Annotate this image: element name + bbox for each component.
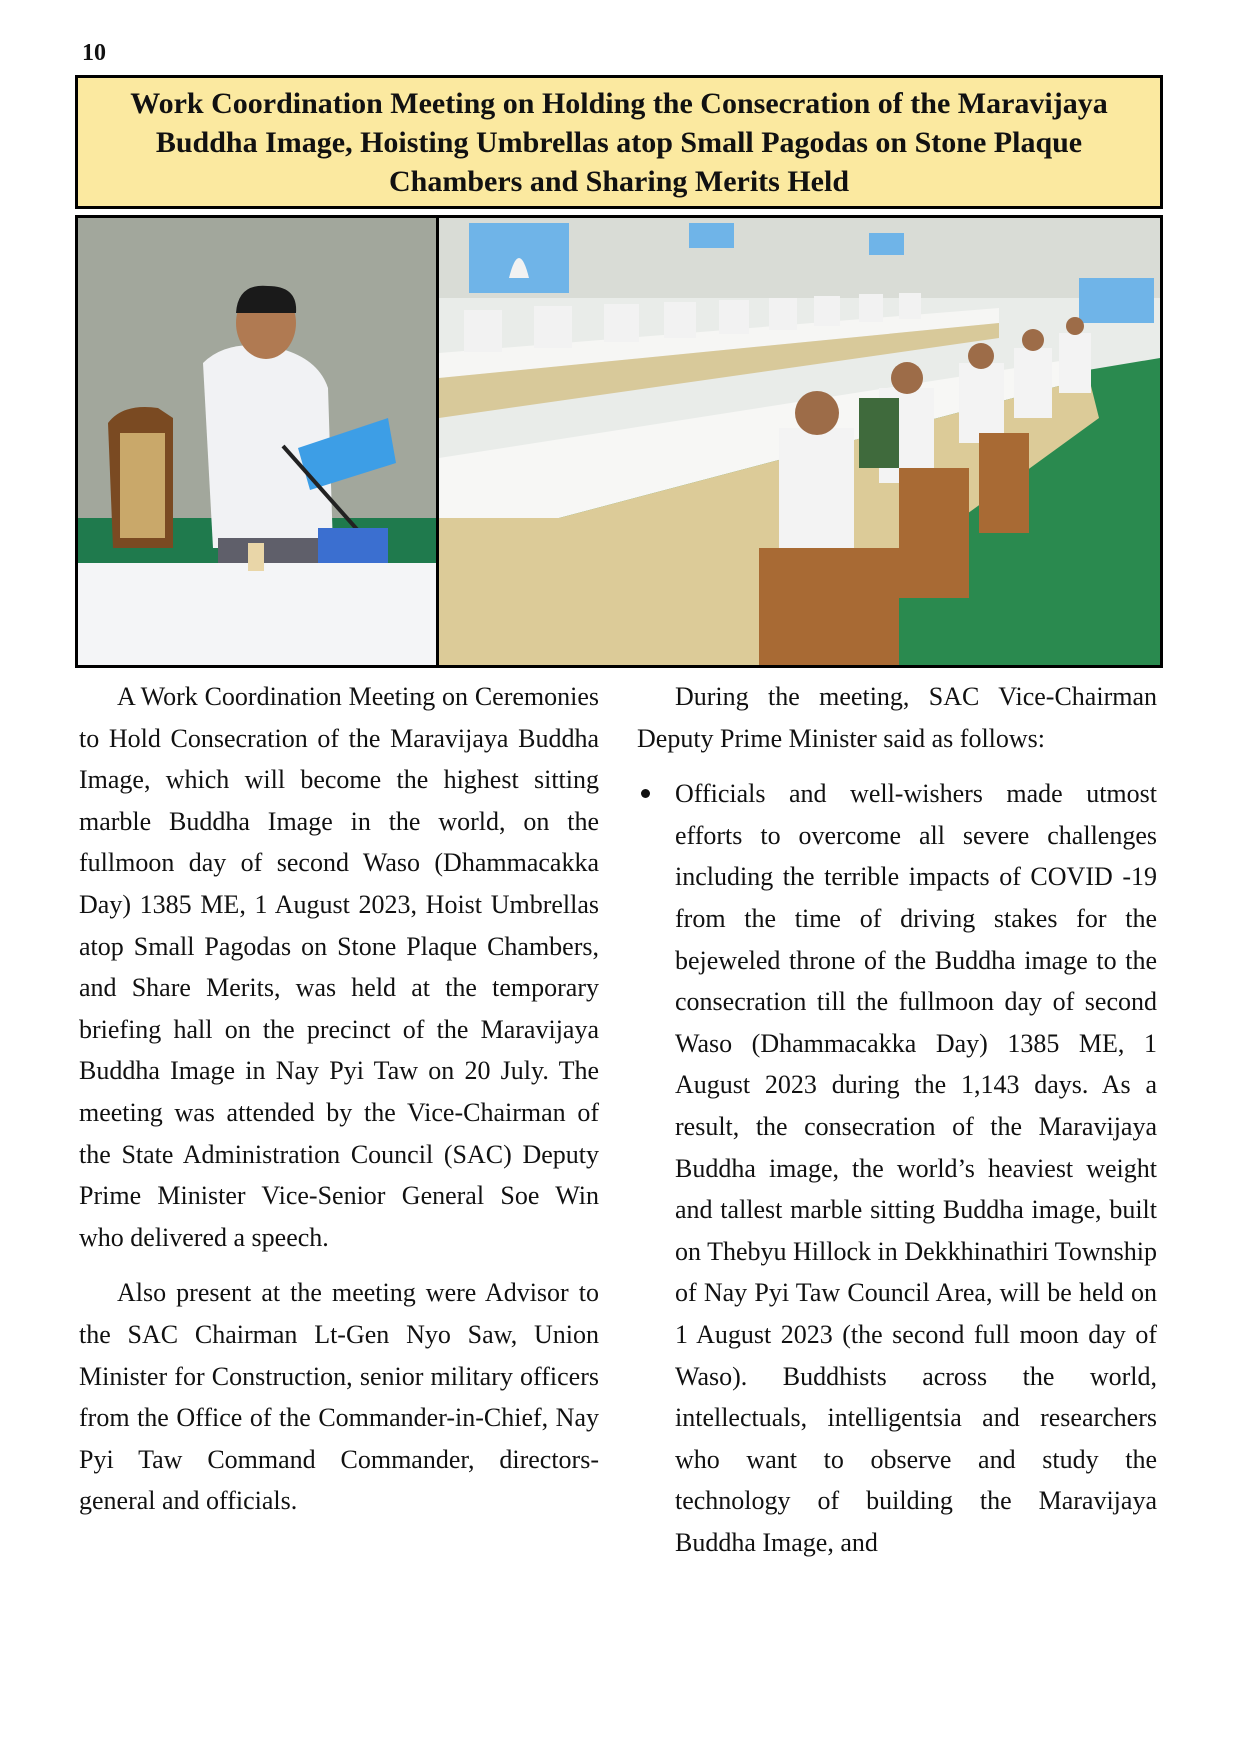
bullet-list [637, 773, 1157, 1563]
photo-meeting-hall [439, 218, 1160, 665]
left-column [79, 676, 599, 1536]
page-title: Work Coordination Meeting on Holding the Consecration of the Maravijaya Buddha Image, Hoisting Umbrellas atop Small Pagodas on Stone Plaque Chambers and Sharing Merits Held [130, 86, 1108, 198]
photo-frame [75, 215, 1163, 668]
title-banner [75, 75, 1163, 209]
bullet-item [637, 773, 1157, 1563]
bullet-icon [641, 789, 650, 798]
photo-speaker [78, 218, 436, 665]
paragraph: Also present at the meeting were Advisor to the SAC Chairman Lt-Gen Nyo Saw, Union Minister for Construction, senior military officers from the Office of the Commander-in-Chief, Nay Pyi Taw Command Commander, directors-general and officials. [79, 1278, 599, 1516]
page-number: 10 [82, 40, 106, 66]
paragraph: A Work Coordination Meeting on Ceremonies to Hold Consecration of the Maravijaya Buddha Image, which will become the highest sitting marble Buddha Image in the world, on the fullmoon day of second Waso (Dhammacakka Day) 1385 ME, 1 August 2023, Hoist Umbrellas atop Small Pagodas on Stone Plaque Chambers, and Share Merits, was held at the temporary briefing hall on the precinct of the Maravijaya Buddha Image in Nay Pyi Taw on 20 July. The meeting was attended by the Vice-Chairman of the State Administration Council (SAC) Deputy Prime Minister Vice-Senior General Soe Win who delivered a speech. [79, 682, 599, 1252]
right-column [637, 676, 1157, 1563]
bullet-text: Officials and well-wishers made utmost efforts to overcome all severe challenges including the terrible impacts of COVID -19 from the time of driving stakes for the bejeweled throne of the Buddha image to the consecration till the fullmoon day of second Waso (Dhammacakka Day) 1385 ME, 1 August 2023 during the 1,143 days. As a result, the consecration of the Maravijaya Buddha image, the world’s heaviest weight and tallest marble sitting Buddha image, built on Thebyu Hillock in Dekkhinathiri Township of Nay Pyi Taw Council Area, will be held on 1 August 2023 (the second full moon day of Waso). Buddhists across the world, intellectuals, intelligentsia and researchers who want to observe and study the technology of building the Maravijaya Buddha Image, and [675, 779, 1157, 1557]
intro-paragraph: During the meeting, SAC Vice-Chairman Deputy Prime Minister said as follows: [637, 682, 1157, 753]
